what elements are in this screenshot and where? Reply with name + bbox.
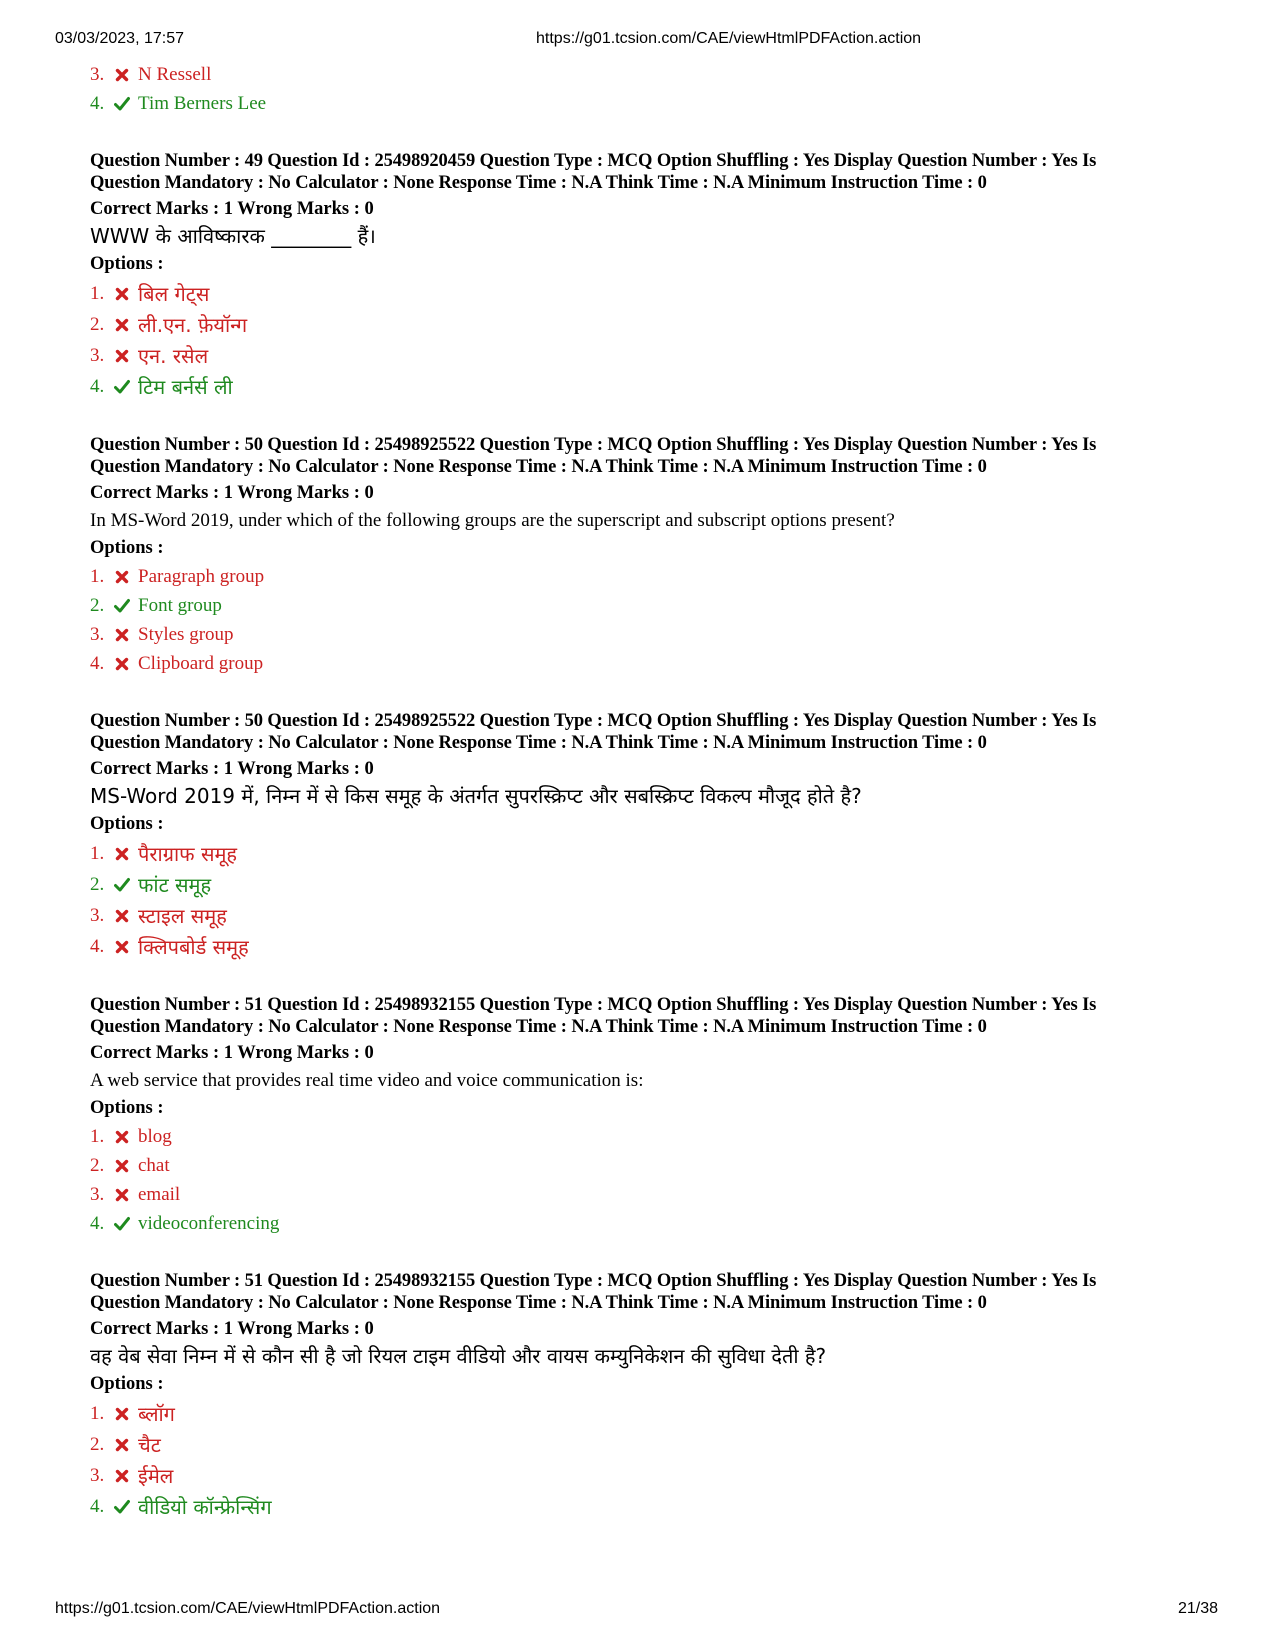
option-1 bbox=[90, 1122, 1210, 1151]
question-text: WWW के आविष्कारक ________ हैं। bbox=[90, 224, 376, 248]
option-4 bbox=[90, 931, 1210, 962]
question-marks: Correct Marks : 1 Wrong Marks : 0 bbox=[90, 483, 374, 503]
cross-icon bbox=[114, 1406, 136, 1422]
option-2 bbox=[90, 309, 1210, 340]
option-text: पैराग्राफ समूह bbox=[138, 842, 238, 866]
check-icon bbox=[114, 1499, 136, 1515]
cross-icon bbox=[114, 1158, 136, 1174]
option-number: 4. bbox=[90, 935, 105, 957]
option-number: 4. bbox=[90, 652, 105, 674]
check-icon bbox=[114, 1216, 136, 1232]
option-3 bbox=[90, 340, 1210, 371]
option-2 bbox=[90, 1429, 1210, 1460]
question-block bbox=[90, 710, 1210, 962]
option-3 bbox=[90, 1180, 1210, 1209]
options-label: Options : bbox=[90, 1374, 164, 1394]
option-text: blog bbox=[138, 1125, 172, 1147]
option-text: Tim Berners Lee bbox=[138, 92, 267, 114]
cross-icon bbox=[114, 67, 136, 83]
option-number: 3. bbox=[90, 344, 105, 366]
option-text: N Ressell bbox=[138, 63, 212, 85]
option-text: स्टाइल समूह bbox=[138, 904, 227, 928]
cross-icon bbox=[114, 286, 136, 302]
cross-icon bbox=[114, 1187, 136, 1203]
option-number: 3. bbox=[90, 1464, 105, 1486]
question-marks: Correct Marks : 1 Wrong Marks : 0 bbox=[90, 199, 374, 219]
check-icon bbox=[114, 877, 136, 893]
question-list bbox=[90, 60, 1210, 1522]
carryover-option-2 bbox=[90, 89, 1210, 118]
cross-icon bbox=[114, 627, 136, 643]
option-number: 1. bbox=[90, 565, 105, 587]
option-1 bbox=[90, 838, 1210, 869]
page-number: 21/38 bbox=[1178, 1600, 1219, 1617]
option-number: 2. bbox=[90, 1154, 105, 1176]
option-text: chat bbox=[138, 1154, 170, 1176]
option-text: ली.एन. फ़ेयॉन्ग bbox=[138, 313, 248, 337]
option-number: 3. bbox=[90, 63, 105, 85]
check-icon bbox=[114, 598, 136, 614]
question-meta-cont: Question Mandatory : No Calculator : None Response Time : N.A Think Time : N.A Minimum Instruction Time : 0 bbox=[90, 173, 987, 193]
option-text: Font group bbox=[138, 594, 222, 616]
cross-icon bbox=[114, 846, 136, 862]
option-number: 1. bbox=[90, 282, 105, 304]
question-marks: Correct Marks : 1 Wrong Marks : 0 bbox=[90, 759, 374, 779]
option-number: 4. bbox=[90, 375, 105, 397]
option-3 bbox=[90, 1460, 1210, 1491]
option-text: email bbox=[138, 1183, 181, 1205]
cross-icon bbox=[114, 569, 136, 585]
option-3 bbox=[90, 620, 1210, 649]
option-4 bbox=[90, 649, 1210, 678]
option-text: फांट समूह bbox=[138, 873, 212, 897]
question-meta-cont: Question Mandatory : No Calculator : None Response Time : N.A Think Time : N.A Minimum Instruction Time : 0 bbox=[90, 1017, 987, 1037]
options-label: Options : bbox=[90, 814, 164, 834]
option-number: 1. bbox=[90, 842, 105, 864]
question-meta-cont: Question Mandatory : No Calculator : None Response Time : N.A Think Time : N.A Minimum Instruction Time : 0 bbox=[90, 733, 987, 753]
option-number: 3. bbox=[90, 623, 105, 645]
option-text: बिल गेट्स bbox=[138, 282, 210, 306]
question-meta: Question Number : 51 Question Id : 25498932155 Question Type : MCQ Option Shuffling : Yes Display Question Number : Yes Is bbox=[90, 995, 1097, 1015]
question-block bbox=[90, 150, 1210, 402]
footer-url: https://g01.tcsion.com/CAE/viewHtmlPDFAction.action bbox=[55, 1600, 441, 1617]
cross-icon bbox=[114, 1129, 136, 1145]
option-text: videoconferencing bbox=[138, 1212, 280, 1234]
option-text: वीडियो कॉन्फ्रेन्सिंग bbox=[138, 1495, 272, 1519]
cross-icon bbox=[114, 908, 136, 924]
option-text: टिम बर्नर्स ली bbox=[138, 375, 233, 399]
option-text: ब्लॉग bbox=[138, 1402, 175, 1426]
question-meta: Question Number : 50 Question Id : 25498925522 Question Type : MCQ Option Shuffling : Yes Display Question Number : Yes Is bbox=[90, 435, 1097, 455]
cross-icon bbox=[114, 656, 136, 672]
print-datetime: 03/03/2023, 17:57 bbox=[55, 30, 185, 47]
option-number: 3. bbox=[90, 1183, 105, 1205]
question-text: वह वेब सेवा निम्न में से कौन सी है जो रियल टाइम वीडियो और वायस कम्युनिकेशन की सुविधा देती है? bbox=[90, 1344, 827, 1368]
carryover-options bbox=[90, 60, 1210, 118]
option-4 bbox=[90, 1491, 1210, 1522]
check-icon bbox=[114, 96, 136, 112]
option-number: 4. bbox=[90, 92, 105, 114]
options-label: Options : bbox=[90, 538, 164, 558]
question-text: A web service that provides real time video and voice communication is: bbox=[90, 1070, 644, 1091]
option-1 bbox=[90, 562, 1210, 591]
option-4 bbox=[90, 371, 1210, 402]
cross-icon bbox=[114, 317, 136, 333]
questions bbox=[90, 150, 1210, 1522]
option-text: चैट bbox=[138, 1433, 161, 1457]
question-meta: Question Number : 51 Question Id : 25498932155 Question Type : MCQ Option Shuffling : Yes Display Question Number : Yes Is bbox=[90, 1271, 1097, 1291]
option-number: 4. bbox=[90, 1212, 105, 1234]
option-1 bbox=[90, 278, 1210, 309]
option-text: ईमेल bbox=[138, 1464, 174, 1488]
question-meta: Question Number : 49 Question Id : 25498920459 Question Type : MCQ Option Shuffling : Yes Display Question Number : Yes Is bbox=[90, 151, 1097, 171]
option-1 bbox=[90, 1398, 1210, 1429]
question-meta: Question Number : 50 Question Id : 25498925522 Question Type : MCQ Option Shuffling : Yes Display Question Number : Yes Is bbox=[90, 711, 1097, 731]
question-block bbox=[90, 434, 1210, 678]
check-icon bbox=[114, 379, 136, 395]
cross-icon bbox=[114, 939, 136, 955]
option-2 bbox=[90, 869, 1210, 900]
question-text: In MS-Word 2019, under which of the following groups are the superscript and subscript options present? bbox=[90, 510, 895, 531]
question-marks: Correct Marks : 1 Wrong Marks : 0 bbox=[90, 1043, 374, 1063]
cross-icon bbox=[114, 348, 136, 364]
option-number: 1. bbox=[90, 1402, 105, 1424]
question-text: MS-Word 2019 में, निम्न में से किस समूह के अंतर्गत सुपरस्क्रिप्ट और सबस्क्रिप्ट विकल्प मौजूद होते है? bbox=[90, 784, 862, 808]
option-text: क्लिपबोर्ड समूह bbox=[138, 935, 249, 959]
question-meta-cont: Question Mandatory : No Calculator : None Response Time : N.A Think Time : N.A Minimum Instruction Time : 0 bbox=[90, 457, 987, 477]
option-number: 2. bbox=[90, 594, 105, 616]
options-label: Options : bbox=[90, 1098, 164, 1118]
print-url: https://g01.tcsion.com/CAE/viewHtmlPDFAction.action bbox=[536, 30, 922, 47]
option-text: Styles group bbox=[138, 623, 234, 645]
cross-icon bbox=[114, 1468, 136, 1484]
option-text: एन. रसेल bbox=[138, 344, 209, 368]
option-text: Clipboard group bbox=[138, 652, 264, 674]
option-number: 2. bbox=[90, 873, 105, 895]
option-2 bbox=[90, 591, 1210, 620]
option-2 bbox=[90, 1151, 1210, 1180]
option-number: 2. bbox=[90, 313, 105, 335]
question-marks: Correct Marks : 1 Wrong Marks : 0 bbox=[90, 1319, 374, 1339]
option-number: 3. bbox=[90, 904, 105, 926]
option-text: Paragraph group bbox=[138, 565, 265, 587]
options-label: Options : bbox=[90, 254, 164, 274]
carryover-option-1 bbox=[90, 60, 1210, 89]
option-3 bbox=[90, 900, 1210, 931]
option-number: 1. bbox=[90, 1125, 105, 1147]
question-block bbox=[90, 1270, 1210, 1522]
cross-icon bbox=[114, 1437, 136, 1453]
question-meta-cont: Question Mandatory : No Calculator : None Response Time : N.A Think Time : N.A Minimum Instruction Time : 0 bbox=[90, 1293, 987, 1313]
option-number: 4. bbox=[90, 1495, 105, 1517]
option-4 bbox=[90, 1209, 1210, 1238]
question-block bbox=[90, 994, 1210, 1238]
option-number: 2. bbox=[90, 1433, 105, 1455]
